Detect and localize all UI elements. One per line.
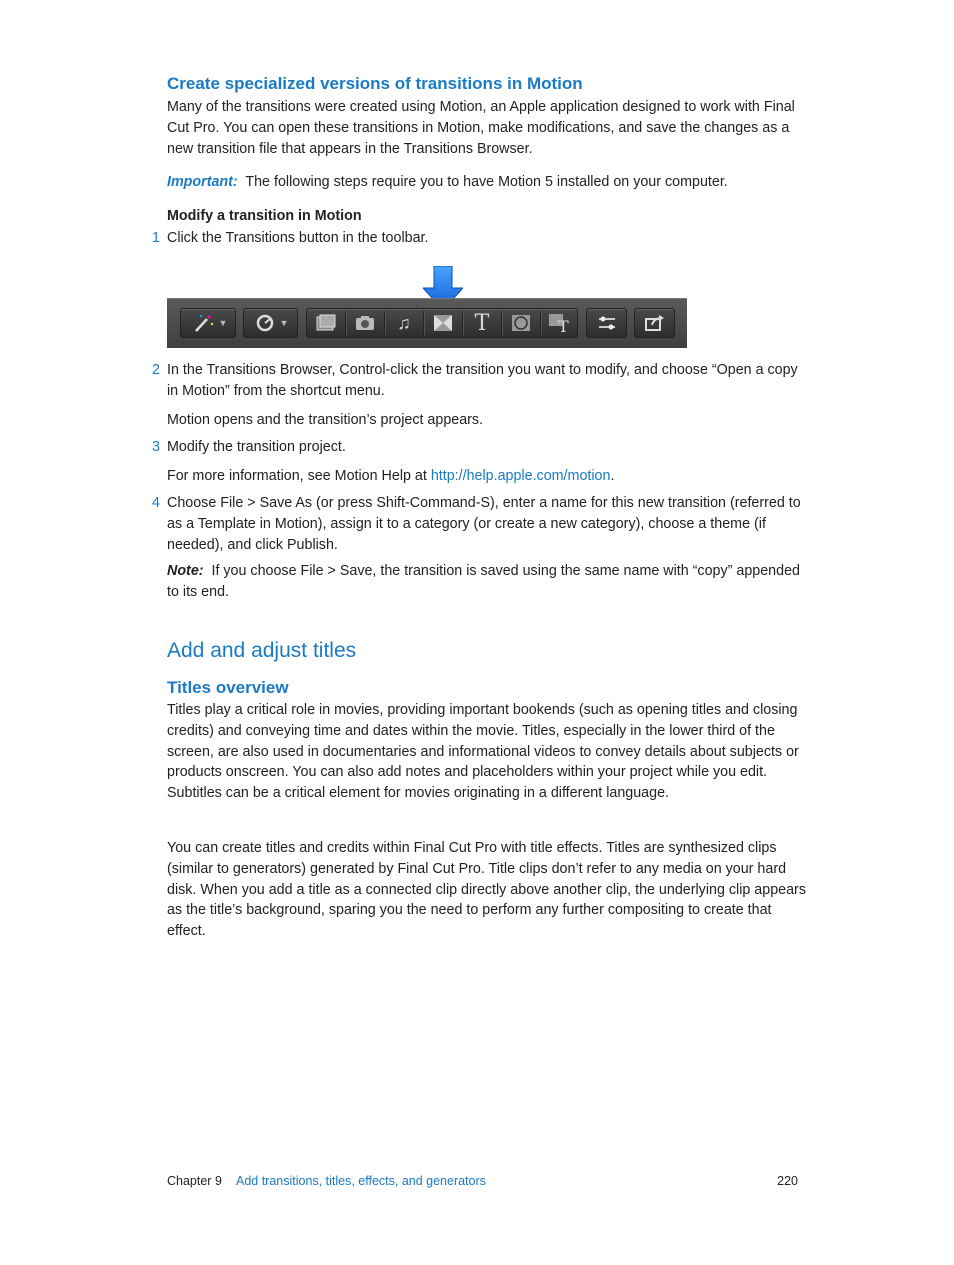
toolbar [167, 298, 687, 348]
share-icon[interactable] [635, 309, 674, 337]
step-number: 2 [152, 362, 160, 378]
themes-icon[interactable] [541, 309, 577, 337]
more-info-text: For more information, see Motion Help at [167, 468, 427, 484]
svg-text:T: T [558, 317, 569, 333]
media-browser-icon[interactable] [307, 309, 345, 337]
titles-paragraph-1: Titles play a critical role in movies, providing important bookends (such as opening titles and closing credits) and conveying time and dates within the movie. Titles, especially in the lower third of the screen, are also used in documentaries and informational videos to convey details about subjects or products onscreen. You can also add notes and placeholders within your project while you edit. Subtitles can be a critical element for movies originating in a different language. [167, 702, 799, 802]
subsection-heading: Titles overview [167, 678, 289, 697]
more-info [167, 466, 807, 487]
chevron-down-icon: ▼ [279, 318, 289, 328]
toolbar-group-inspector [586, 308, 627, 338]
magic-wand-icon[interactable] [187, 309, 233, 337]
intro-paragraph: Many of the transitions were created using Motion, an Apple application designed to work with Final Cut Pro. You can open these transitions in Motion, make modifications, and save the changes as a new transition file that appears in the Transitions Browser. [167, 99, 795, 157]
more-info-suffix: . [610, 468, 615, 484]
toolbar-group-enhance [180, 308, 236, 338]
important-text: The following steps require you to have Motion 5 installed on your computer. [245, 174, 728, 190]
footer-chapter-title[interactable]: Add transitions, titles, effects, and generators [236, 1174, 486, 1188]
chevron-down-icon: ▼ [218, 318, 228, 328]
inspector-icon[interactable] [587, 309, 626, 337]
step-text: Modify the transition project. [167, 439, 346, 455]
toolbar-group-retime [243, 308, 298, 338]
step-result: Motion opens and the transition’s project appears. [167, 412, 484, 428]
transitions-icon[interactable] [424, 309, 462, 337]
toolbar-group-browsers [306, 308, 578, 338]
step-number: 3 [152, 439, 160, 455]
retime-icon[interactable] [248, 309, 294, 337]
important-note [167, 172, 807, 193]
section-title: Add and adjust titles [167, 639, 357, 662]
music-icon[interactable]: ♫ [397, 312, 411, 333]
section-heading: Create specialized versions of transitions in Motion [167, 74, 583, 93]
step-text: Choose File > Save As (or press Shift-Command-S), enter a name for this new transition (referred to as a Template in Motion), assign it to a category (or create a new category), choose a theme (if needed), and click Publish. [167, 495, 801, 553]
step-text: Click the Transitions button in the toolbar. [167, 230, 429, 246]
footer-chapter: Chapter 9 [167, 1174, 222, 1188]
step-number: 4 [152, 495, 160, 511]
note [167, 561, 807, 603]
step-number: 1 [152, 230, 160, 246]
generators-icon[interactable] [502, 309, 540, 337]
titles-paragraph-2: You can create titles and credits within Final Cut Pro with title effects. Titles are synthesized clips (similar to generators) generated by Final Cut Pro. Title clips don’t refer to any media on your hard disk. When you add a title as a connected clip directly above another clip, the underlying clip appears as the title’s background, sparing you the need to perform any further compositing to create that effect. [167, 840, 806, 940]
note-text: If you choose File > Save, the transition is saved using the same name with “copy” appended to its end. [167, 563, 800, 600]
note-label: Note: [167, 563, 204, 579]
task-title: Modify a transition in Motion [167, 208, 362, 224]
motion-help-link[interactable]: http://help.apple.com/motion [430, 468, 611, 484]
toolbar-group-share [634, 308, 675, 338]
important-label: Important: [167, 174, 238, 190]
titles-icon[interactable]: T [474, 310, 490, 336]
page-number: 220 [777, 1174, 798, 1188]
photos-icon[interactable] [346, 309, 384, 337]
step-text: In the Transitions Browser, Control-click the transition you want to modify, and choose “Open a copy in Motion” from the shortcut menu. [167, 362, 798, 399]
